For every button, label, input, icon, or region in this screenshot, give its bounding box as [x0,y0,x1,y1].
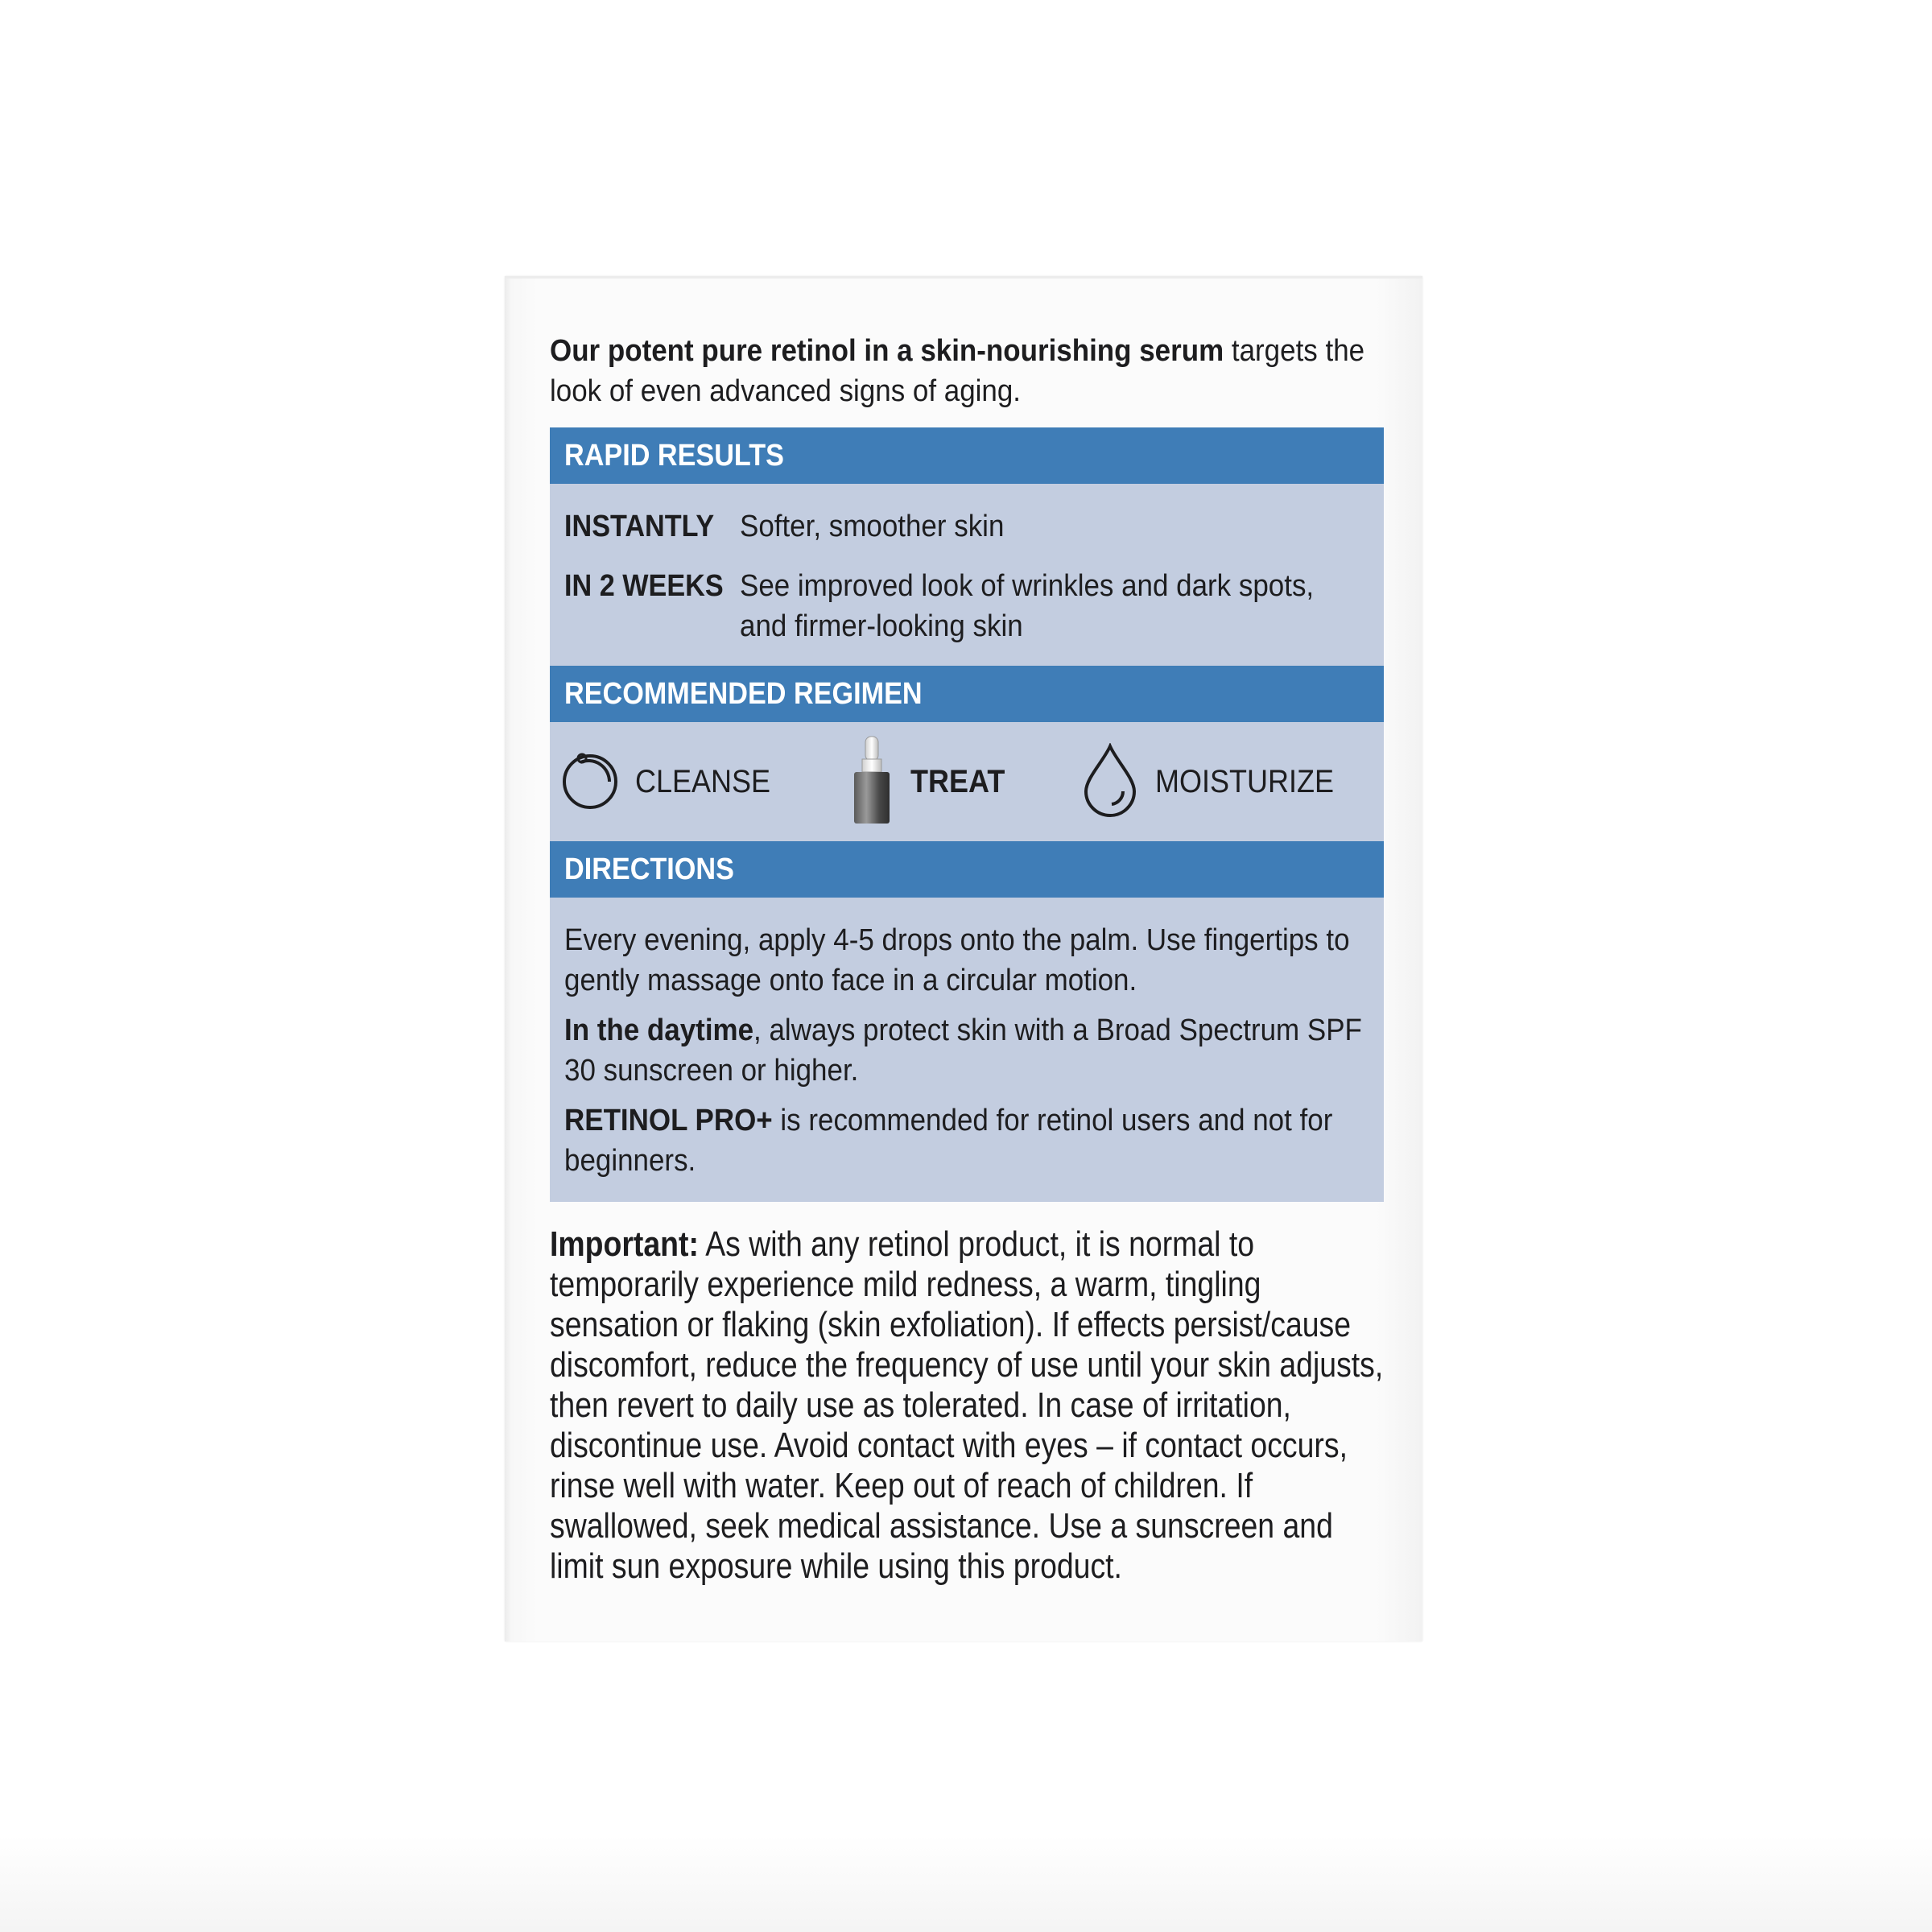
result-key: INSTANTLY [564,510,715,543]
regimen-step-cleanse [561,722,786,841]
directions-header [550,841,1384,898]
result-key: IN 2 WEEKS [564,569,724,603]
directions-bold: In the daytime [564,1013,754,1047]
directions-body [550,898,1384,1202]
directions-paragraph: Every evening, apply 4-5 drops onto the palm. Use fingertips to gently massage onto face in a circular motion. [564,923,1350,997]
box-content [550,331,1384,1622]
cleanse-icon [561,751,619,813]
rapid-results-list [550,484,1384,666]
important-warning [550,1224,1392,1587]
directions-bold: RETINOL PRO+ [564,1104,773,1137]
directions-text: is recommended for retinol users and not for beginners. [564,1104,1333,1178]
directions-title: DIRECTIONS [564,852,734,886]
rapid-results-header [550,427,1384,484]
regimen-header [550,666,1384,722]
box-top-edge [505,276,1422,279]
intro-text [550,331,1379,411]
intro-bold: Our potent pure retinol in a skin-nourishing serum [550,334,1224,368]
background-floor [0,1835,1932,1932]
result-value: Softer, smoother skin [740,510,1005,543]
droplet-icon [1081,743,1139,821]
regimen-step-treat [849,722,1015,841]
product-box-panel [505,276,1422,1641]
rapid-results-title: RAPID RESULTS [564,439,784,473]
info-panel [550,427,1384,1202]
result-value: See improved look of wrinkles and dark spots, and firmer-looking skin [740,569,1315,643]
important-label: Important: [550,1224,699,1264]
regimen-step-moisturize [1081,722,1354,841]
result-row-2-weeks [564,566,1369,646]
intro-rest: targets the look of even advanced signs of aging. [550,334,1365,408]
regimen-label: CLEANSE [635,763,771,799]
regimen-title: RECOMMENDED REGIMEN [564,677,923,711]
directions-paragraph [564,1100,1364,1181]
important-text: As with any retinol product, it is normal to temporarily experience mild redness, a warm, tingling sensation or flaking (skin exfoliation). If effects persist/cause discomfort, reduce the frequency of use until your skin adjusts, then revert to daily use as tolerated. In case of irritation, discontinue use. Avoid contact with eyes – if contact occurs, rinse well with water. Keep out of reach of children. If swallowed, seek medical assistance. Use a sunscreen and limit sun exposure while using this product. [550,1224,1384,1586]
serum-bottle-icon [849,735,894,829]
result-row-instantly [564,506,1369,547]
directions-text: , always protect skin with a Broad Spectrum SPF 30 sunscreen or higher. [564,1013,1362,1088]
regimen-label: TREAT [910,763,1005,799]
regimen-label: MOISTURIZE [1155,763,1335,799]
directions-paragraph [564,1010,1364,1091]
regimen-steps [550,722,1384,841]
